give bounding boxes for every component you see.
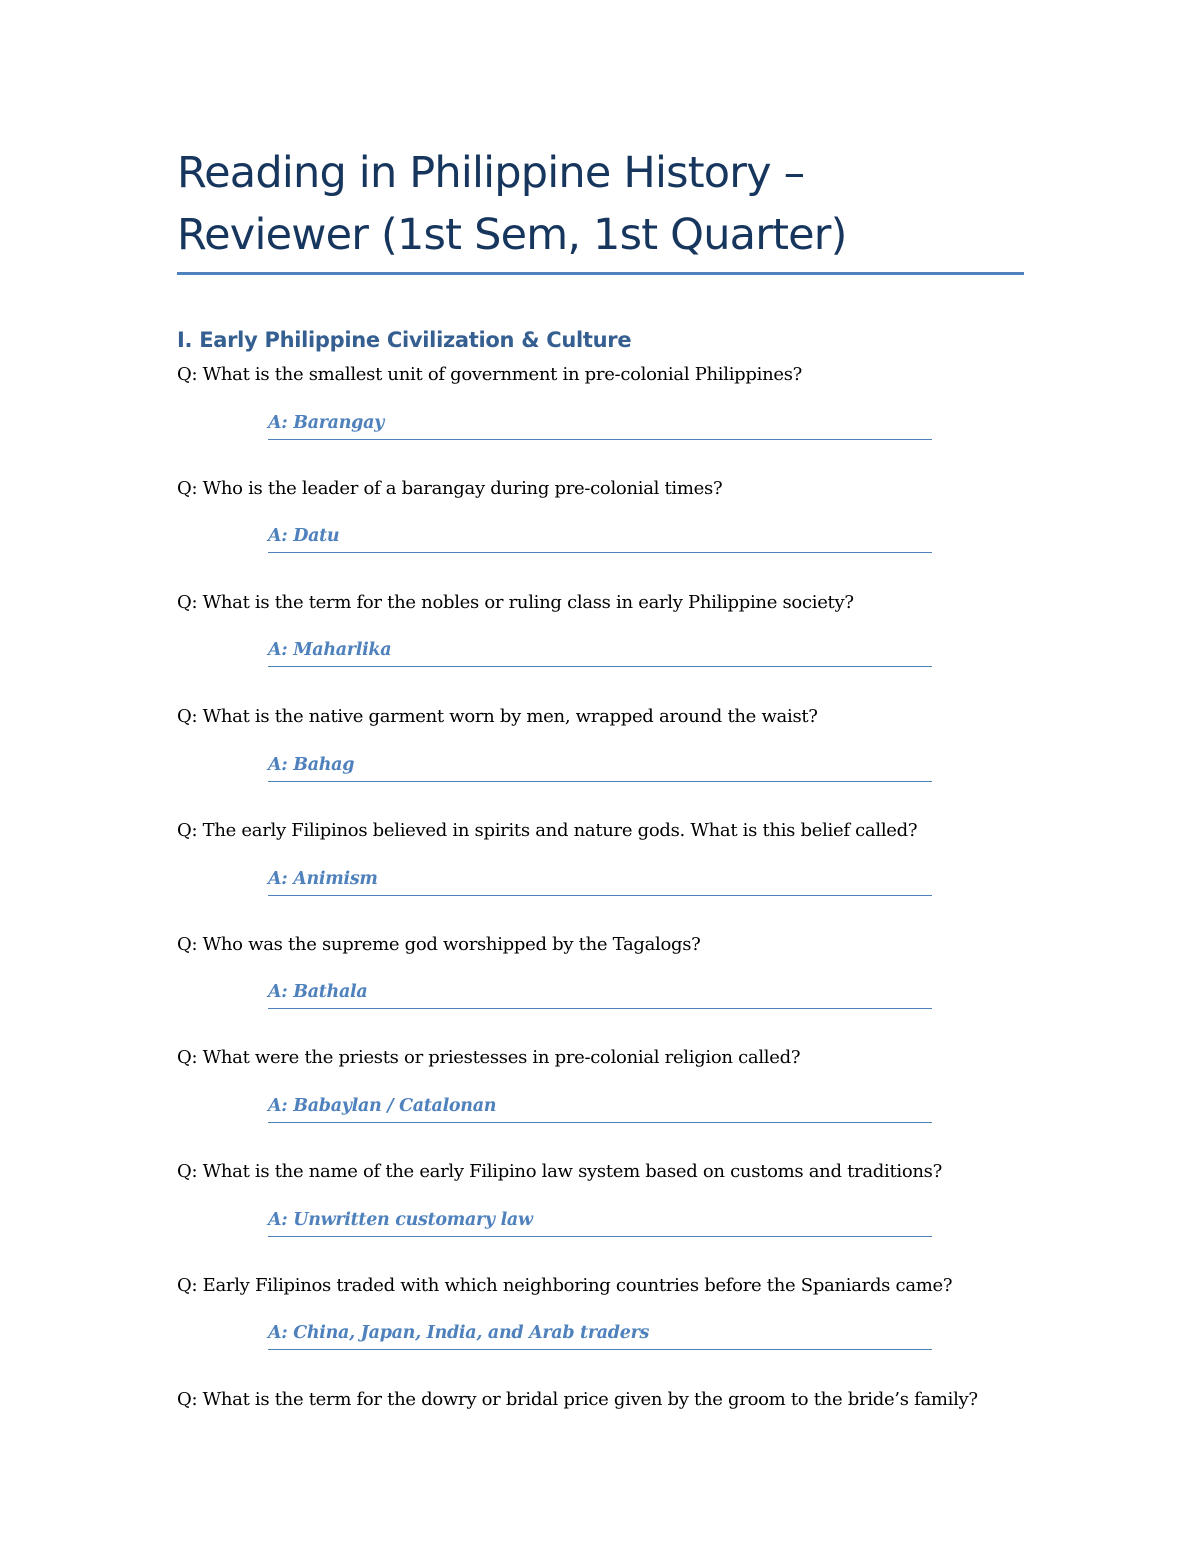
answer-7: A: Babaylan / Catalonan xyxy=(268,1092,932,1123)
answer-3: A: Maharlika xyxy=(268,636,932,667)
answer-9: A: China, Japan, India, and Arab traders xyxy=(268,1319,932,1350)
answer-1: A: Barangay xyxy=(268,409,932,440)
question-1: Q: What is the smallest unit of government in pre-colonial Philippines? xyxy=(177,364,803,385)
answer-5: A: Animism xyxy=(268,865,932,896)
answer-2: A: Datu xyxy=(268,522,932,553)
question-5: Q: The early Filipinos believed in spirits and nature gods. What is this belief called? xyxy=(177,820,918,841)
title-line-2: Reviewer (1st Sem, 1st Quarter) xyxy=(177,210,847,260)
answer-6: A: Bathala xyxy=(268,978,932,1009)
question-4: Q: What is the native garment worn by men, wrapped around the waist? xyxy=(177,706,818,727)
question-3: Q: What is the term for the nobles or ruling class in early Philippine society? xyxy=(177,592,854,613)
question-7: Q: What were the priests or priestesses in pre-colonial religion called? xyxy=(177,1047,801,1068)
section-heading: I. Early Philippine Civilization & Culture xyxy=(177,328,632,352)
question-8: Q: What is the name of the early Filipino law system based on customs and traditions? xyxy=(177,1161,942,1182)
question-6: Q: Who was the supreme god worshipped by the Tagalogs? xyxy=(177,934,701,955)
question-2: Q: Who is the leader of a barangay during pre-colonial times? xyxy=(177,478,723,499)
title-line-1: Reading in Philippine History – xyxy=(177,148,805,198)
question-10: Q: What is the term for the dowry or bridal price given by the groom to the bride’s family? xyxy=(177,1389,978,1410)
question-9: Q: Early Filipinos traded with which neighboring countries before the Spaniards came? xyxy=(177,1275,953,1296)
answer-4: A: Bahag xyxy=(268,751,932,782)
answer-8: A: Unwritten customary law xyxy=(268,1206,932,1237)
